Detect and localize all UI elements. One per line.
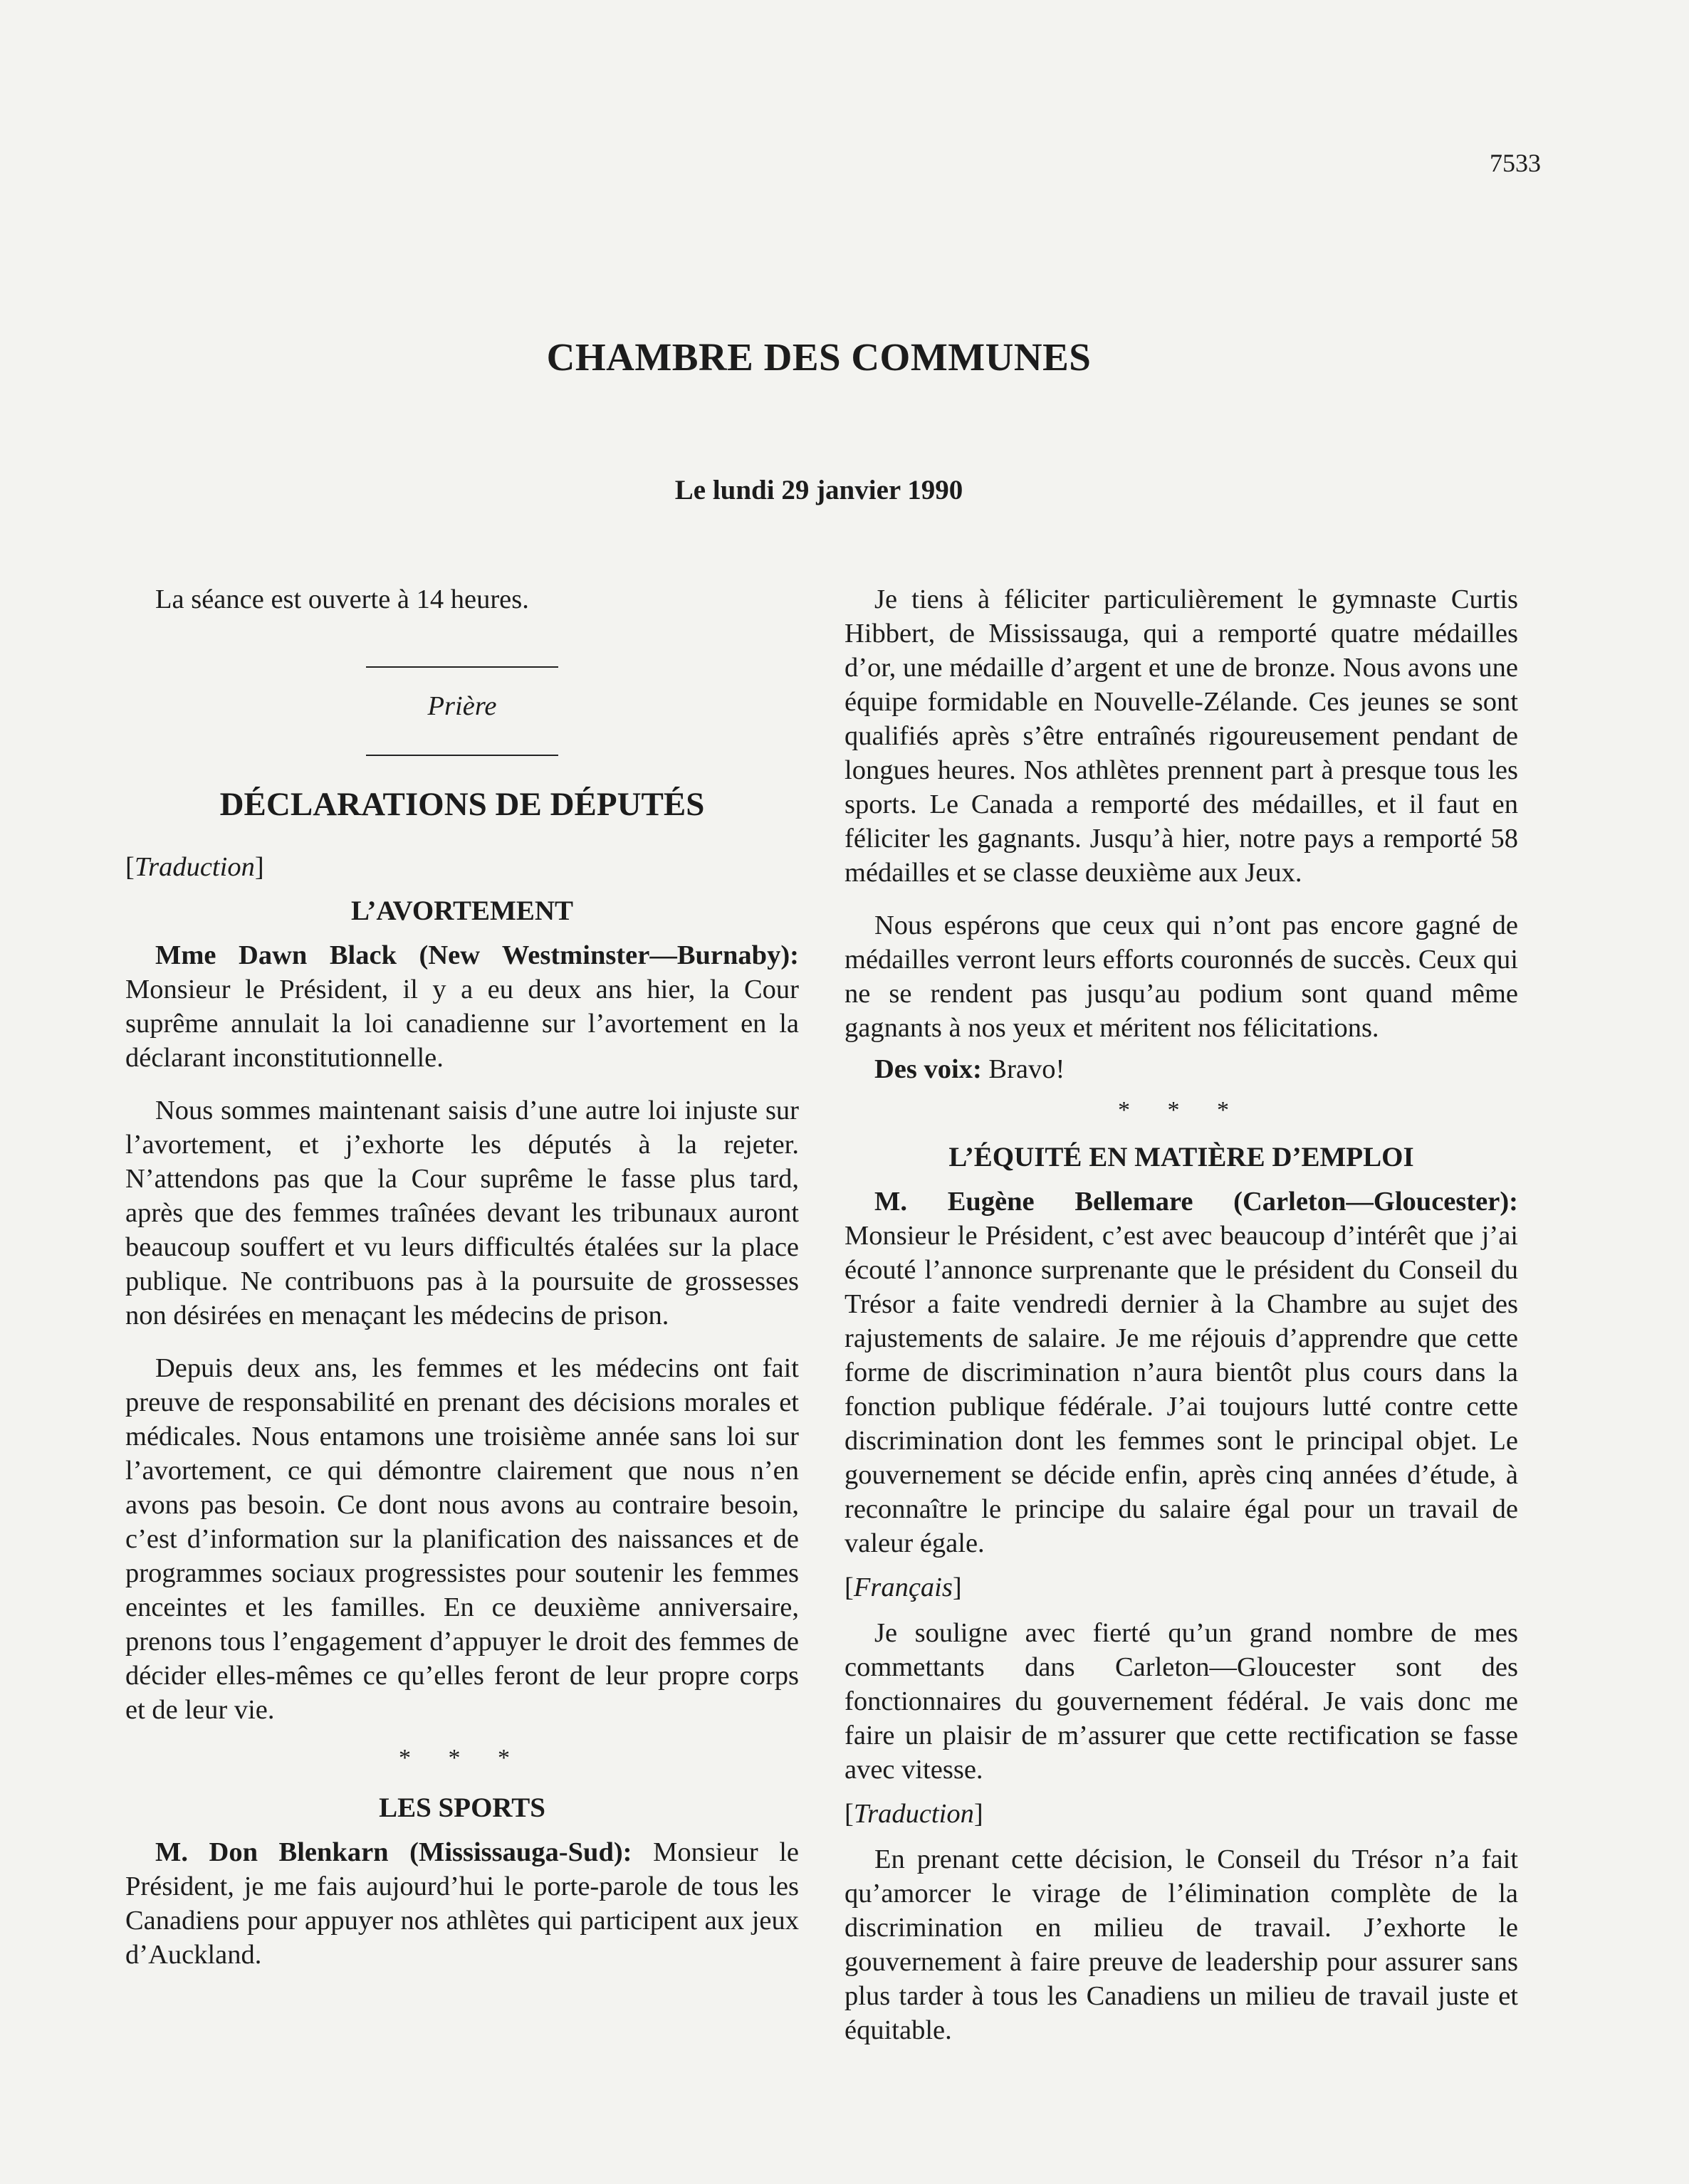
- subhead-sports: LES SPORTS: [379, 1792, 545, 1823]
- translation-note: [Français]: [844, 1573, 962, 1602]
- opening-line: La séance est ouverte à 14 heures.: [155, 584, 529, 614]
- translation-label: Traduction: [853, 1799, 974, 1829]
- subhead-equity: L’ÉQUITÉ EN MATIÈRE D’EMPLOI: [948, 1142, 1414, 1172]
- page-title: CHAMBRE DES COMMUNES: [546, 335, 1092, 379]
- voices-label: Des voix:: [874, 1054, 982, 1084]
- statement-text: Monsieur le Président, il y a eu deux ans hier, la Cour suprême annulait la loi canadienne sur l’avortement en la déclarant inconstitutionnelle.: [125, 975, 799, 1073]
- voices-text: Bravo!: [981, 1054, 1065, 1084]
- speaker-name: M. Don Blenkarn (Mississauga-Sud):: [155, 1837, 632, 1867]
- statement-paragraph: Depuis deux ans, les femmes et les médecins ont fait preuve de responsabilité en prenant des décisions morales et médicales. Nous entamons une troisième année sans loi sur l’avortement, ce qui démontre clairement que nous n’en avons pas besoin. Ce dont nous avons au contraire besoin, c’est d’information sur la planification des naissances et de programmes sociaux progressistes pour soutenir les femmes enceintes et les familles. En ce deuxième anniversaire, prenons tous l’engagement d’appuyer le droit des femmes de décider elles-mêmes ce qu’elles feront de leur propre corps et de leur vie.: [125, 1353, 799, 1725]
- section-title: DÉCLARATIONS DE DÉPUTÉS: [219, 786, 705, 823]
- statement-text: Monsieur le Président, je me fais aujourd’hui le porte-parole de tous les Canadiens pour appuyer nos athlètes qui participent aux jeux d’Auckland.: [125, 1837, 800, 1970]
- translation-note: [Traduction]: [844, 1799, 983, 1829]
- statement-paragraph: Nous espérons que ceux qui n’ont pas encore gagné de médailles verront leurs efforts couronnés de succès. Ceux qui ne se rendent pas jusqu’au podium sont quand même gagnants à nos yeux et méritent nos félicitations.: [844, 910, 1518, 1043]
- prayer-label: Prière: [427, 691, 497, 721]
- right-column: [844, 582, 1518, 2047]
- statement-text: Monsieur le Président, c’est avec beaucoup d’intérêt que j’ai écouté l’annonce surprenante que le président du Conseil du Trésor a faite vendredi dernier à la Chambre au sujet des rajustements de salaire. Je me réjouis d’apprendre que cette forme de discrimination n’aura bientôt plus cours dans la fonction publique fédérale. J’ai toujours lutté contre cette discrimination dont les femmes sont le principal objet. Le gouvernement se décide enfin, après cinq années d’étude, à reconnaître le principe du salaire égal pour un travail de valeur égale.: [844, 1221, 1518, 1558]
- divider-rule: [366, 755, 558, 756]
- section-separator: * * *: [1118, 1097, 1245, 1123]
- speaker-name: Mme Dawn Black (New Westminster—Burnaby):: [155, 940, 799, 970]
- section-separator: * * *: [399, 1745, 525, 1771]
- statement-paragraph: [125, 938, 799, 1075]
- interjection: [844, 1052, 1518, 1086]
- statement-paragraph: Je souligne avec fierté qu’un grand nombre de mes commettants dans Carleton—Gloucester sont des fonctionnaires du gouvernement fédéral. Je vais donc me faire un plaisir de m’assurer que cette rectification se fasse avec vitesse.: [844, 1618, 1518, 1785]
- statement-paragraph: Je tiens à féliciter particulièrement le gymnaste Curtis Hibbert, de Mississauga, qui a remporté quatre médailles d’or, une médaille d’argent et une de bronze. Nous avons une équipe formidable en Nouvelle-Zélande. Ces jeunes se sont qualifiés après s’être entraînés rigoureusement pendant de longues heures. Nos athlètes prennent part à presque tous les sports. Le Canada a remporté des médailles, et il faut en féliciter les gagnants. Jusqu’à hier, notre pays a remporté 58 médailles et se classe deuxième aux Jeux.: [844, 584, 1518, 888]
- language-label: Français: [853, 1573, 953, 1602]
- statement-paragraph: [844, 1185, 1518, 1560]
- speaker-name: M. Eugène Bellemare (Carleton—Gloucester):: [874, 1187, 1518, 1217]
- left-column: [125, 582, 799, 1972]
- page-number: 7533: [1490, 149, 1541, 177]
- divider-rule: [366, 666, 558, 668]
- statement-paragraph: En prenant cette décision, le Conseil du Trésor n’a fait qu’amorcer le virage de l’élimination complète de la discrimination en milieu de travail. J’exhorte le gouvernement à faire preuve de leadership pour assurer sans plus tarder à tous les Canadiens un milieu de travail juste et équitable.: [844, 1844, 1518, 2045]
- statement-paragraph: Nous sommes maintenant saisis d’une autre loi injuste sur l’avortement, et j’exhorte les députés à la rejeter. N’attendons pas que la Cour suprême le fasse plus tard, après que des femmes traînées devant les tribunaux auront beaucoup souffert et vu leurs difficultés étalées sur la place publique. Ne contribuons pas à la poursuite de grossesses non désirées en menaçant les médecins de prison.: [125, 1096, 799, 1330]
- statement-paragraph: [125, 1835, 799, 1972]
- subhead-abortion: L’AVORTEMENT: [350, 896, 574, 926]
- translation-note: [Traduction]: [125, 852, 264, 882]
- sitting-date: Le lundi 29 janvier 1990: [674, 475, 963, 505]
- translation-label: Traduction: [134, 852, 255, 882]
